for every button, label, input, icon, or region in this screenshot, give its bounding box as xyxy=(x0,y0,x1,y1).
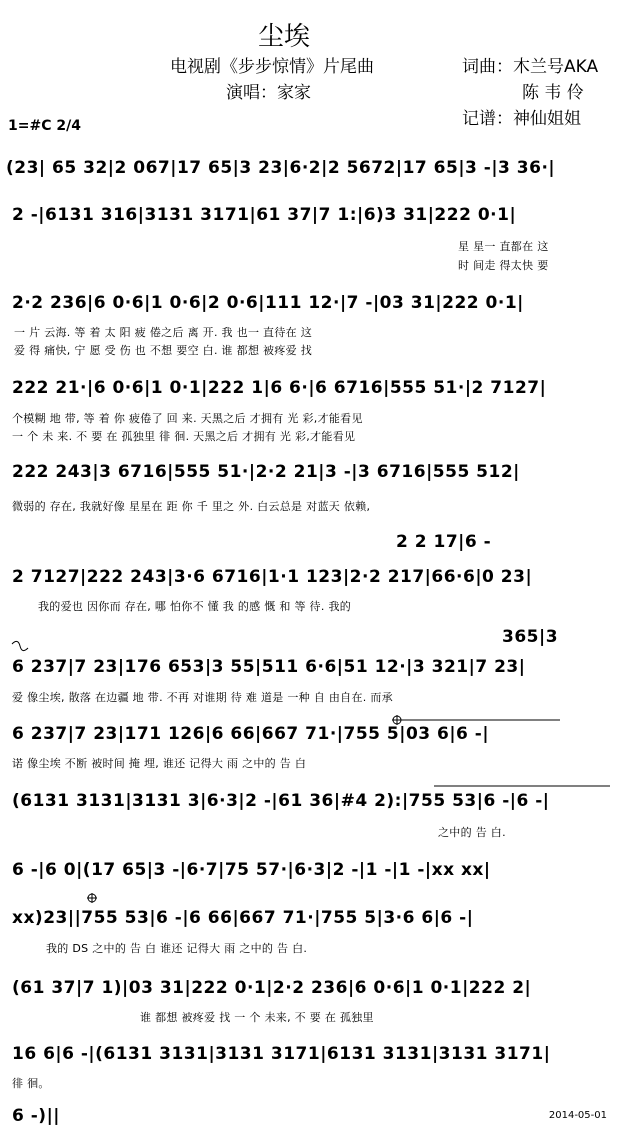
notation-row: 6 -)|| xyxy=(12,1106,60,1126)
lyricist-label: 词曲：木兰号AKA xyxy=(462,57,599,77)
notation-row: 2·2 236|6 0·6|1 0·6|2 0·6|111 12·|7 -|03 31|222 0·1| xyxy=(12,293,524,313)
lyric-line: 徘 徊。 xyxy=(12,1077,50,1090)
notation-row: 16 6|6 -|(6131 3131|3131 3171|6131 3131|3131 3171| xyxy=(12,1044,551,1064)
notation-row: 2 7127|222 243|3·6 6716|1·1 123|2·2 217|66·6|0 23| xyxy=(12,567,533,587)
lyric-line: 微弱的 存在, 我就好像 星星在 距 你 千 里之 外. 白云总是 对蓝天 依赖, xyxy=(12,500,371,513)
notation-row: 6 237|7 23|171 126|6 66|667 71·|755 5|03 6|6 -| xyxy=(12,724,490,744)
lyric-line: 诺 像尘埃 不断 被时间 掩 埋, 谁还 记得大 雨 之中的 告 白 xyxy=(12,757,307,770)
notation-row: 6 237|7 23|176 653|3 55|511 6·6|51 12·|3 321|7 23| xyxy=(12,657,526,677)
lyric-line: 我的 DS 之中的 告 白 谁还 记得大 雨 之中的 告 白. xyxy=(46,942,308,955)
notation-row: (6131 3131|3131 3|6·3|2 -|61 36|#4 2):|755 53|6 -|6 -| xyxy=(12,791,550,811)
notation-upper: 365|3 xyxy=(502,627,559,647)
notation-row: 2 -|6131 316|3131 3171|61 37|7 1:|6)3 31|222 0·1| xyxy=(12,205,517,225)
segno-mark xyxy=(12,641,28,650)
notation-row: 222 21·|6 0·6|1 0·1|222 1|6 6·|6 6716|555 51·|2 7127| xyxy=(12,378,547,398)
lyric-line: 我的爱也 因你而 存在, 哪 怕你不 懂 我 的感 慨 和 等 待. 我的 xyxy=(38,600,352,613)
transcriber-label: 记谱：神仙姐姐 xyxy=(462,109,581,129)
singer-label: 演唱：家家 xyxy=(226,83,311,103)
lyric-line: 之中的 告 白. xyxy=(438,826,506,839)
subtitle: 电视剧《步步惊情》片尾曲 xyxy=(170,57,374,77)
lyric-line: 一 片 云海. 等 着 太 阳 疲 倦之后 离 开. 我 也一 直待在 这 xyxy=(14,326,313,339)
key-signature: 1=#C 2/4 xyxy=(8,118,81,134)
lyric-line: 个模糊 地 带, 等 着 你 疲倦了 回 来. 天黑之后 才拥有 光 彩,才能看见 xyxy=(12,412,363,425)
notation-row: 222 243|3 6716|555 51·|2·2 21|3 -|3 6716|555 512| xyxy=(12,462,520,482)
coda-cross xyxy=(87,893,97,903)
lyric-line: 爱 得 痛快, 宁 愿 受 伤 也 不想 要空 白. 谁 都想 被疼爱 找 xyxy=(14,344,313,357)
lyric-line: 时 间走 得太快 要 xyxy=(458,259,549,272)
notation-row: (23| 65 32|2 067|17 65|3 23|6·2|2 5672|17 65|3 -|3 36·| xyxy=(6,158,556,178)
notation-row: (61 37|7 1)|03 31|222 0·1|2·2 236|6 0·6|1 0·1|222 2| xyxy=(12,978,532,998)
date-stamp: 2014-05-01 xyxy=(548,1110,607,1121)
lyric-line: 一 个 未 来. 不 要 在 孤独里 徘 徊. 天黑之后 才拥有 光 彩,才能看见 xyxy=(12,430,356,443)
composer-extra: 陈 韦 伶 xyxy=(522,83,584,103)
lyric-line: 谁 都想 被疼爱 找 一 个 未来, 不 要 在 孤独里 xyxy=(140,1011,374,1024)
song-title: 尘埃 xyxy=(258,22,311,52)
lyric-line: 爱 像尘埃, 散落 在边疆 地 带. 不再 对谁期 待 难 道是 一种 自 由自在. 而承 xyxy=(12,691,393,704)
notation-upper: 2 2 17|6 - xyxy=(396,532,492,552)
notation-row: 6 -|6 0|(17 65|3 -|6·7|75 57·|6·3|2 -|1 -|1 -|xx xx| xyxy=(12,860,491,880)
notation-row: xx)23||755 53|6 -|6 66|667 71·|755 5|3·6 6|6 -| xyxy=(12,908,474,928)
lyric-line: 星 星一 直都在 这 xyxy=(458,240,549,253)
